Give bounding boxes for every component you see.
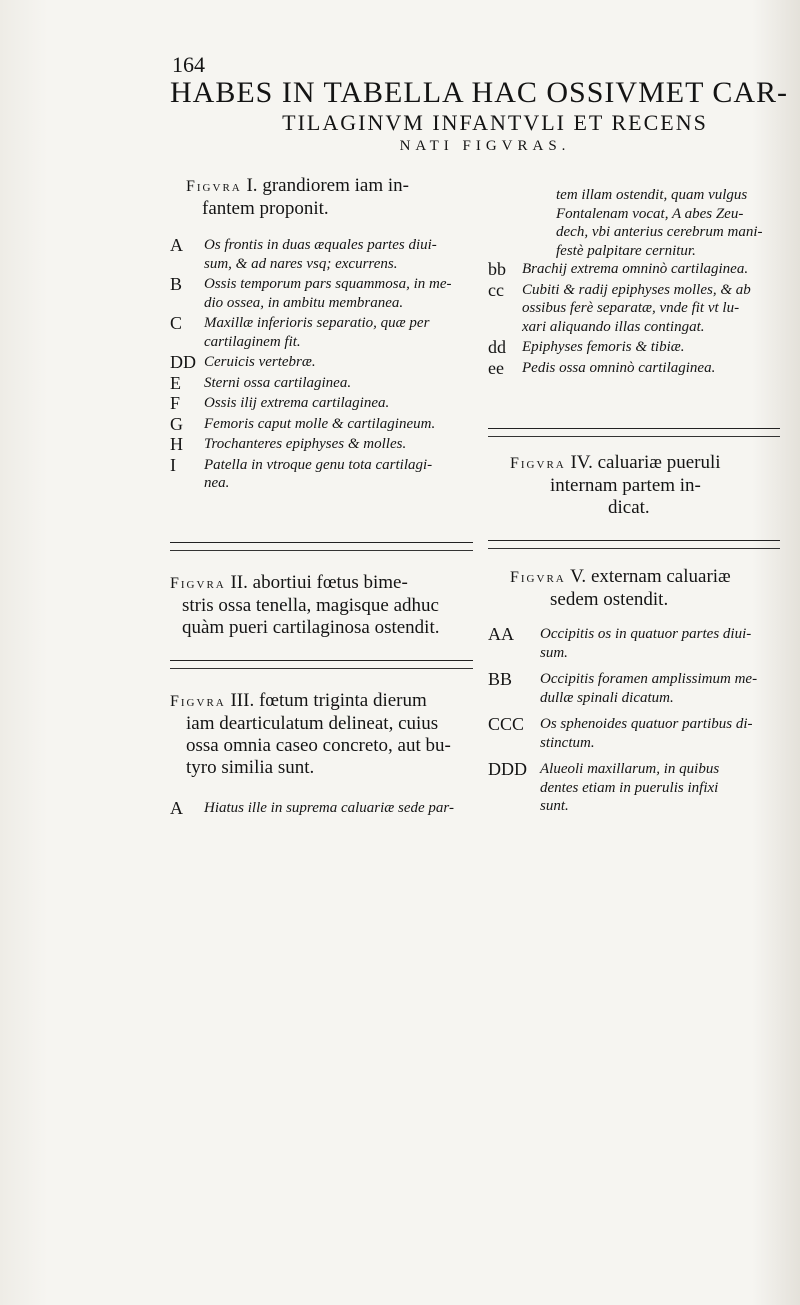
figure-number: I. [246,175,258,196]
legend-key [488,689,540,708]
figure-heading-text: iam dearticulatum delineat, cuius [186,713,439,734]
legend-entry [488,299,788,318]
legend-key: C [170,313,183,333]
legend-key: H [170,434,183,454]
legend-entry [488,779,788,798]
legend-key: bb [488,259,506,279]
legend-key: B [170,274,183,294]
legend-key: ee [488,357,504,378]
figure-2-heading [170,572,475,595]
figure-3-heading [170,690,475,713]
legend-entry [488,260,788,279]
title-line-2: TILAGINVM INFANTVLI ET RECENS [282,110,708,135]
figure-number: V. [570,566,587,587]
figure-3-section [170,690,475,818]
legend-key [488,779,540,798]
legend-key [170,294,204,313]
legend-text: sunt. [540,798,569,814]
page-number: 164 [172,52,205,77]
legend-entry [170,353,475,372]
legend-text: Patella in vtroque genu tota cartilagi- [204,456,433,473]
legend-entry [170,799,475,818]
figure-label: Figvra [170,575,226,592]
figure-heading-text: fœtum triginta dierum [254,690,427,711]
continuation-line: festè palpitare cernitur. [556,242,696,259]
legend-key [170,333,204,352]
continuation-line: Fontalenam vocat, A abes Zeu- [556,205,744,222]
divider-rule [170,542,473,543]
figure-2-section [170,572,475,639]
legend-key [488,318,522,337]
legend-text: stinctum. [540,734,595,751]
legend-key: cc [488,279,504,300]
figure-number: III. [230,690,255,711]
figure-heading-text: quàm pueri cartilaginosa ostendit. [182,617,440,638]
legend-entry [170,394,475,413]
figure-1-legend [170,236,475,493]
legend-entry [170,415,475,434]
legend-key [170,474,204,493]
legend-key: A [170,235,183,255]
legend-text: Sterni ossa cartilaginea. [204,374,352,391]
figure-label: Figvra [186,178,242,195]
legend-key: BB [488,669,513,689]
legend-key: A [170,798,183,818]
legend-key: I [170,454,176,475]
figure-number: IV. [570,452,593,473]
legend-text: Occipitis foramen amplissimum me- [540,671,758,687]
legend-entry [170,435,475,454]
figure-heading-text: abortiui fœtus bime- [247,572,408,593]
legend-text: Os frontis in duas æquales partes diui- [204,237,437,253]
figure-heading-text: dicat. [608,497,650,518]
legend-entry [488,644,788,663]
legend-key: AA [488,624,514,644]
legend-key [488,734,540,753]
figure-1-continuation [488,186,788,377]
legend-text: xari aliquando illas contingat. [522,318,705,335]
figure-4-section [488,452,788,519]
legend-entry [170,333,475,352]
legend-key: E [170,372,181,393]
legend-text: Ceruicis vertebræ. [204,354,316,370]
divider-rule [488,540,780,541]
legend-entry [488,797,788,816]
legend-entry [488,281,788,300]
legend-text: Os sphenoides quatuor partibus di- [540,716,753,732]
figure-heading-text: stris ossa tenella, magisque adhuc [182,595,439,616]
legend-key: G [170,413,183,434]
legend-entry [170,456,475,475]
legend-entry [488,760,788,779]
continuation-text [488,186,788,260]
figure-number: II. [230,572,248,593]
figure-heading-text: fantem proponit. [202,198,329,219]
figure-heading-text: caluariæ pueruli [592,452,721,473]
figure-1-legend-continued [488,260,788,377]
legend-text: Ossis temporum pars squammosa, in me- [204,276,452,292]
figure-1-section [170,175,475,493]
legend-entry [488,670,788,689]
figure-heading-text: internam partem in- [550,475,701,496]
legend-text: ossibus ferè separatæ, vnde fit vt lu- [522,300,740,316]
figure-5-legend [488,625,788,816]
legend-entry [488,338,788,357]
figure-label: Figvra [510,569,566,586]
legend-key: CCC [488,714,525,734]
legend-text: Femoris caput molle & cartilagineum. [204,415,436,432]
legend-entry [170,474,475,493]
legend-entry [488,689,788,708]
legend-key [488,644,540,663]
figure-5-section [488,566,788,816]
figure-heading-text: tyro similia sunt. [186,757,315,778]
legend-entry [488,715,788,734]
legend-text: nea. [204,475,230,491]
title-line-1: HABES IN TABELLA HAC OSSIVMET CAR- [170,76,789,109]
legend-text: Pedis ossa omninò cartilaginea. [522,359,716,376]
legend-entry [170,374,475,393]
legend-text: sum, & ad nares vsq; excurrens. [204,255,398,272]
legend-text: cartilaginem fit. [204,333,301,350]
legend-text: Brachij extrema omninò cartilaginea. [522,261,749,277]
page-title [170,76,800,156]
legend-text: dullæ spinali dicatum. [540,689,674,706]
legend-key [488,797,540,816]
legend-key [488,299,522,318]
legend-text: Occipitis os in quatuor partes diui- [540,626,752,642]
legend-entry [488,359,788,378]
continuation-line: tem illam ostendit, quam vulgus [556,187,748,203]
figure-heading-text: sedem ostendit. [550,589,669,610]
legend-entry [170,294,475,313]
legend-entry [170,275,475,294]
figure-5-heading [488,566,788,589]
legend-entry [170,255,475,274]
legend-key: DD [170,352,196,372]
legend-entry [488,625,788,644]
figure-heading-text: ossa omnia caseo concreto, aut bu- [186,735,451,756]
legend-text: Trochanteres epiphyses & molles. [204,436,407,452]
legend-entry [170,236,475,255]
divider-rule [488,428,780,429]
legend-text: Maxillæ inferioris separatio, quæ per [204,315,430,331]
legend-text: dio ossea, in ambitu membranea. [204,294,404,311]
figure-heading-text: grandiorem iam in- [257,175,409,196]
figure-label: Figvra [510,455,566,472]
legend-key: F [170,393,181,413]
legend-entry [488,318,788,337]
legend-key: DDD [488,759,527,779]
legend-text: sum. [540,644,568,661]
legend-text: dentes etiam in puerulis infixi [540,779,719,796]
legend-key [170,255,204,274]
legend-text: Hiatus ille in suprema caluariæ sede par- [204,800,454,816]
legend-text: Cubiti & radij epiphyses molles, & ab [522,281,751,298]
figure-1-heading [170,175,475,198]
figure-label: Figvra [170,693,226,710]
figure-heading-text: externam caluariæ [586,566,731,587]
legend-entry [488,734,788,753]
figure-4-heading [488,452,788,475]
legend-text: Alueoli maxillarum, in quibus [540,761,720,777]
title-line-3: NATI FIGVRAS. [399,138,571,154]
legend-text: Epiphyses femoris & tibiæ. [522,339,685,355]
legend-key: dd [488,337,506,357]
divider-rule [170,660,473,661]
legend-entry [170,314,475,333]
legend-text: Ossis ilij extrema cartilaginea. [204,395,390,411]
continuation-line: dech, vbi anterius cerebrum mani- [556,224,763,240]
